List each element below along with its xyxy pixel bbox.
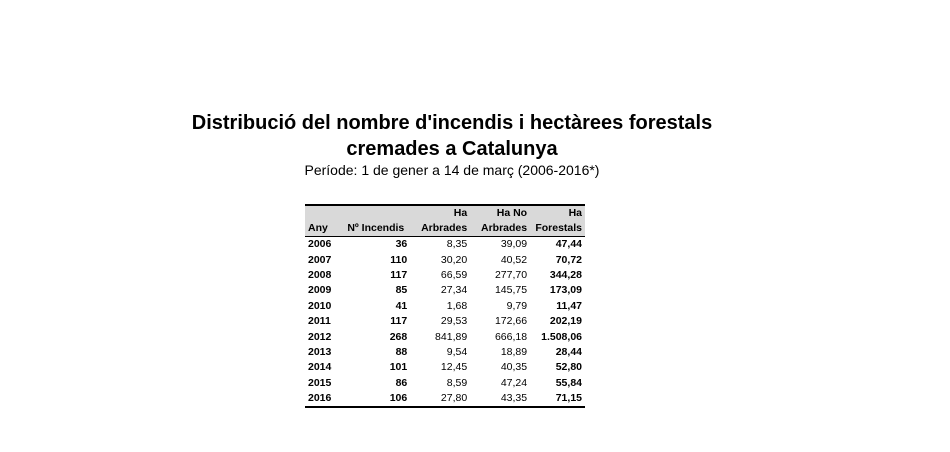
fires-table bbox=[305, 204, 585, 408]
table-header bbox=[305, 205, 585, 237]
cell-ha-forestals: 344,28 bbox=[549, 268, 582, 281]
cell-ha-forestals: 1.508,06 bbox=[541, 330, 582, 343]
cell-ha-no-arbrades: 172,66 bbox=[494, 315, 528, 328]
period-subtitle: Període: 1 de gener a 14 de març (2006-2016*) bbox=[304, 162, 600, 178]
cell-ha-arbrades: 12,45 bbox=[440, 361, 468, 374]
header-incendis: Nº Incendis bbox=[341, 221, 410, 237]
cell-ha-forestals: 55,84 bbox=[555, 376, 582, 389]
header-forestals: Forestals bbox=[530, 221, 585, 237]
table-row bbox=[305, 345, 585, 360]
header-arbrades-top: Ha bbox=[410, 205, 470, 221]
cell-ha-arbrades: 1,68 bbox=[446, 299, 468, 312]
table-row bbox=[305, 329, 585, 344]
cell-any: 2016 bbox=[305, 391, 341, 407]
cell-incendis: 268 bbox=[389, 330, 408, 343]
header-row-top bbox=[305, 205, 585, 221]
header-incendis-top bbox=[341, 205, 410, 221]
table-row bbox=[305, 283, 585, 298]
cell-ha-no-arbrades: 40,35 bbox=[500, 361, 528, 374]
cell-incendis: 85 bbox=[395, 284, 408, 297]
cell-ha-forestals: 71,15 bbox=[530, 391, 585, 407]
cell-incendis: 106 bbox=[341, 391, 410, 407]
cell-any: 2013 bbox=[308, 345, 332, 358]
cell-any: 2015 bbox=[308, 376, 332, 389]
header-any-label: Any bbox=[305, 221, 341, 237]
cell-incendis: 101 bbox=[389, 361, 408, 374]
cell-ha-no-arbrades: 43,35 bbox=[470, 391, 530, 407]
cell-ha-arbrades: 30,20 bbox=[440, 253, 468, 266]
cell-ha-arbrades: 9,54 bbox=[446, 345, 468, 358]
table-body bbox=[305, 237, 585, 408]
cell-ha-no-arbrades: 666,18 bbox=[494, 330, 528, 343]
page-title: Distribució del nombre d'incendis i hectàrees forestals bbox=[191, 112, 713, 134]
cell-ha-no-arbrades: 277,70 bbox=[494, 268, 528, 281]
cell-any: 2008 bbox=[308, 268, 332, 281]
table-row bbox=[305, 252, 585, 267]
cell-incendis: 117 bbox=[390, 268, 408, 281]
table-row bbox=[305, 376, 585, 391]
header-any bbox=[305, 205, 341, 221]
cell-ha-forestals: 202,19 bbox=[549, 315, 582, 328]
cell-ha-arbrades: 29,53 bbox=[440, 315, 468, 328]
cell-ha-forestals: 70,72 bbox=[555, 253, 582, 266]
cell-ha-forestals: 47,44 bbox=[555, 238, 582, 251]
cell-ha-no-arbrades: 18,89 bbox=[500, 345, 528, 358]
cell-ha-arbrades: 8,35 bbox=[446, 238, 468, 251]
table-row bbox=[305, 360, 585, 375]
cell-incendis: 41 bbox=[395, 299, 408, 312]
cell-ha-no-arbrades: 47,24 bbox=[500, 376, 528, 389]
page-title-line-2: cremades a Catalunya bbox=[346, 138, 558, 160]
table-row bbox=[305, 268, 585, 283]
cell-ha-no-arbrades: 9,79 bbox=[506, 299, 528, 312]
cell-ha-forestals: 173,09 bbox=[549, 284, 582, 297]
cell-incendis: 110 bbox=[390, 253, 408, 266]
cell-ha-arbrades: 8,59 bbox=[446, 376, 468, 389]
table-row bbox=[305, 314, 585, 329]
cell-ha-no-arbrades: 40,52 bbox=[500, 253, 528, 266]
cell-any: 2007 bbox=[308, 253, 332, 266]
cell-any: 2011 bbox=[308, 315, 331, 328]
cell-ha-forestals: 11,47 bbox=[556, 299, 582, 312]
cell-incendis: 88 bbox=[395, 345, 408, 358]
header-row-bottom bbox=[305, 221, 585, 237]
table-row bbox=[305, 391, 585, 407]
cell-ha-forestals: 28,44 bbox=[555, 345, 582, 358]
cell-ha-arbrades: 841,89 bbox=[435, 330, 468, 343]
cell-ha-forestals: 52,80 bbox=[555, 361, 582, 374]
cell-any: 2012 bbox=[308, 330, 332, 343]
header-arbrades: Arbrades bbox=[410, 221, 470, 237]
cell-ha-arbrades: 66,59 bbox=[440, 268, 468, 281]
cell-any: 2006 bbox=[308, 238, 332, 251]
cell-any: 2010 bbox=[308, 299, 332, 312]
header-forestals-top: Ha bbox=[530, 205, 585, 221]
cell-ha-no-arbrades: 39,09 bbox=[500, 238, 528, 251]
cell-any: 2009 bbox=[308, 284, 332, 297]
cell-ha-arbrades: 27,34 bbox=[440, 284, 468, 297]
cell-incendis: 86 bbox=[395, 376, 408, 389]
header-no-arbrades: Arbrades bbox=[470, 221, 530, 237]
table-row bbox=[305, 299, 585, 314]
cell-incendis: 36 bbox=[395, 238, 408, 251]
header-no-arbrades-top: Ha No bbox=[470, 205, 530, 221]
cell-ha-no-arbrades: 145,75 bbox=[494, 284, 528, 297]
cell-ha-arbrades: 27,80 bbox=[410, 391, 470, 407]
cell-incendis: 117 bbox=[390, 315, 408, 328]
table-row bbox=[305, 237, 585, 253]
cell-any: 2014 bbox=[308, 361, 332, 374]
